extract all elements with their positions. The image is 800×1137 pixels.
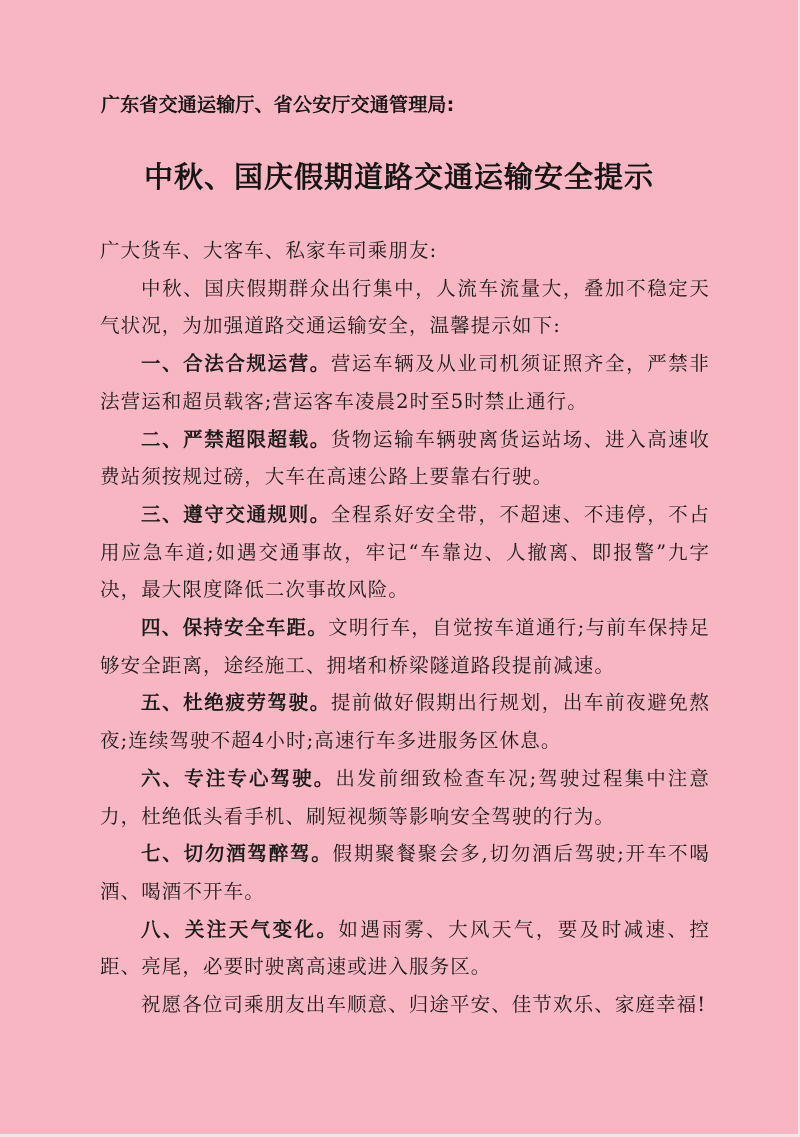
tip-text: 假期聚餐聚会多,切勿酒后驾驶;开车不喝酒、喝酒不开车。 [100, 842, 710, 903]
tip-heading: 三、遵守交通规则。 [141, 502, 331, 526]
document-body [100, 232, 710, 1024]
intro-paragraph: 中秋、国庆假期群众出行集中，人流车流量大，叠加不稳定天气状况，为加强道路交通运输安全，温馨提示如下: [100, 276, 710, 338]
tip-item-7 [100, 835, 710, 910]
closing-paragraph: 祝愿各位司乘朋友出车顺意、归途平安、佳节欢乐、家庭幸福! [141, 993, 707, 1017]
tip-item-3 [100, 496, 710, 609]
tip-text: 货物运输车辆驶离货运站场、进入高速收费站须按规过磅，大车在高速公路上要靠右行驶。 [100, 427, 710, 489]
tip-text: 营运车辆及从业司机须证照齐全，严禁非法营运和超员载客;营运客车凌晨2时至5时禁止通行。 [100, 352, 710, 413]
tip-text: 出发前细致检查车况;驾驶过程集中注意力，杜绝低头看手机、刷短视频等影响安全驾驶的行为。 [100, 766, 710, 828]
issuer-header: 广东省交通运输厅、省公安厅交通管理局: [101, 94, 455, 116]
tip-text: 提前做好假期出行规划，出车前夜避免熬夜;连续驾驶不超4小时;高速行车多进服务区休息。 [100, 691, 710, 753]
tip-text: 全程系好安全带，不超速、不违停，不占用应急车道;如遇交通事故，牢记“车靠边、人撤离、即报警”九字决，最大限度降低二次事故风险。 [100, 502, 710, 602]
tip-text: 文明行车，自觉按车道通行;与前车保持足够安全距离，途经施工、拥堵和桥梁隧道路段提前减速。 [100, 616, 710, 677]
tip-item-1 [100, 345, 710, 420]
tip-heading: 一、合法合规运营。 [141, 352, 331, 376]
document-title: 中秋、国庆假期道路交通运输安全提示 [143, 160, 654, 194]
tip-item-6 [100, 760, 710, 835]
tip-text: 如遇雨雾、大风天气，要及时减速、控距、亮尾，必要时驶离高速或进入服务区。 [100, 917, 710, 979]
tip-item-2 [100, 421, 710, 496]
tip-item-8 [100, 911, 710, 986]
tip-heading: 四、保持安全车距。 [141, 616, 329, 640]
tip-heading: 六、专注专心驾驶。 [141, 766, 336, 790]
greeting: 广大货车、大客车、私家车司乘朋友: [100, 239, 438, 262]
tip-heading: 七、切勿酒驾醉驾。 [141, 842, 333, 866]
tip-heading: 二、严禁超限超载。 [141, 427, 331, 451]
tip-heading: 八、关注天气变化。 [141, 917, 339, 941]
tip-item-4 [100, 609, 710, 684]
tip-heading: 五、杜绝疲劳驾驶。 [141, 691, 331, 715]
tip-item-5 [100, 684, 710, 759]
